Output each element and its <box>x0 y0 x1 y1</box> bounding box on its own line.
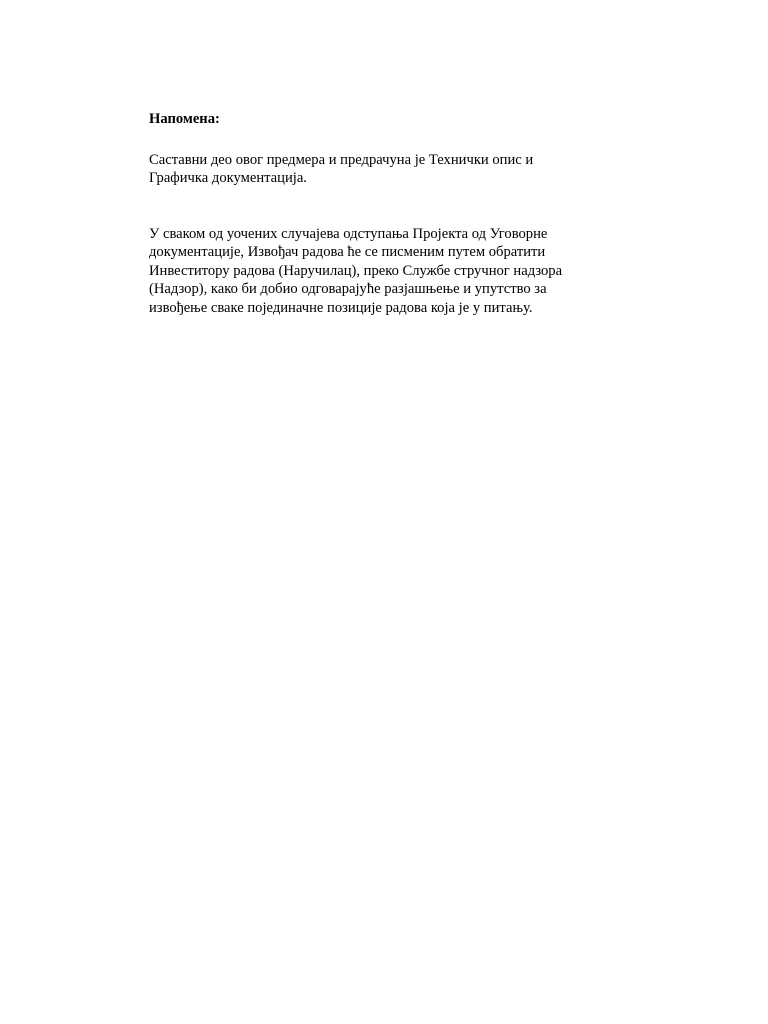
note-heading: Напомена: <box>149 111 220 127</box>
paragraph-line: У сваком од уочених случајева одступања Пројекта од Уговорне <box>149 225 548 242</box>
paragraph-line: Инвеститору радова (Наручилац), преко Службе стручног надзора <box>149 262 563 279</box>
paragraph-line: документације, Извођач радова ће се писменим путем обратити <box>149 244 546 260</box>
paragraph-deviation-procedure <box>149 225 589 318</box>
document-body <box>149 110 589 317</box>
paragraph-line: Саставни део овог предмера и предрачуна је Технички опис и <box>149 151 534 168</box>
paragraph-technical-description <box>149 151 589 188</box>
paragraph-line: извођење сваке појединачне позиције радова која је у питању. <box>149 299 533 316</box>
paragraph-line: (Надзор), како би добио одговарајуће разјашњење и упутство за <box>149 281 547 297</box>
paragraph-line: Графичка документација. <box>149 170 307 186</box>
